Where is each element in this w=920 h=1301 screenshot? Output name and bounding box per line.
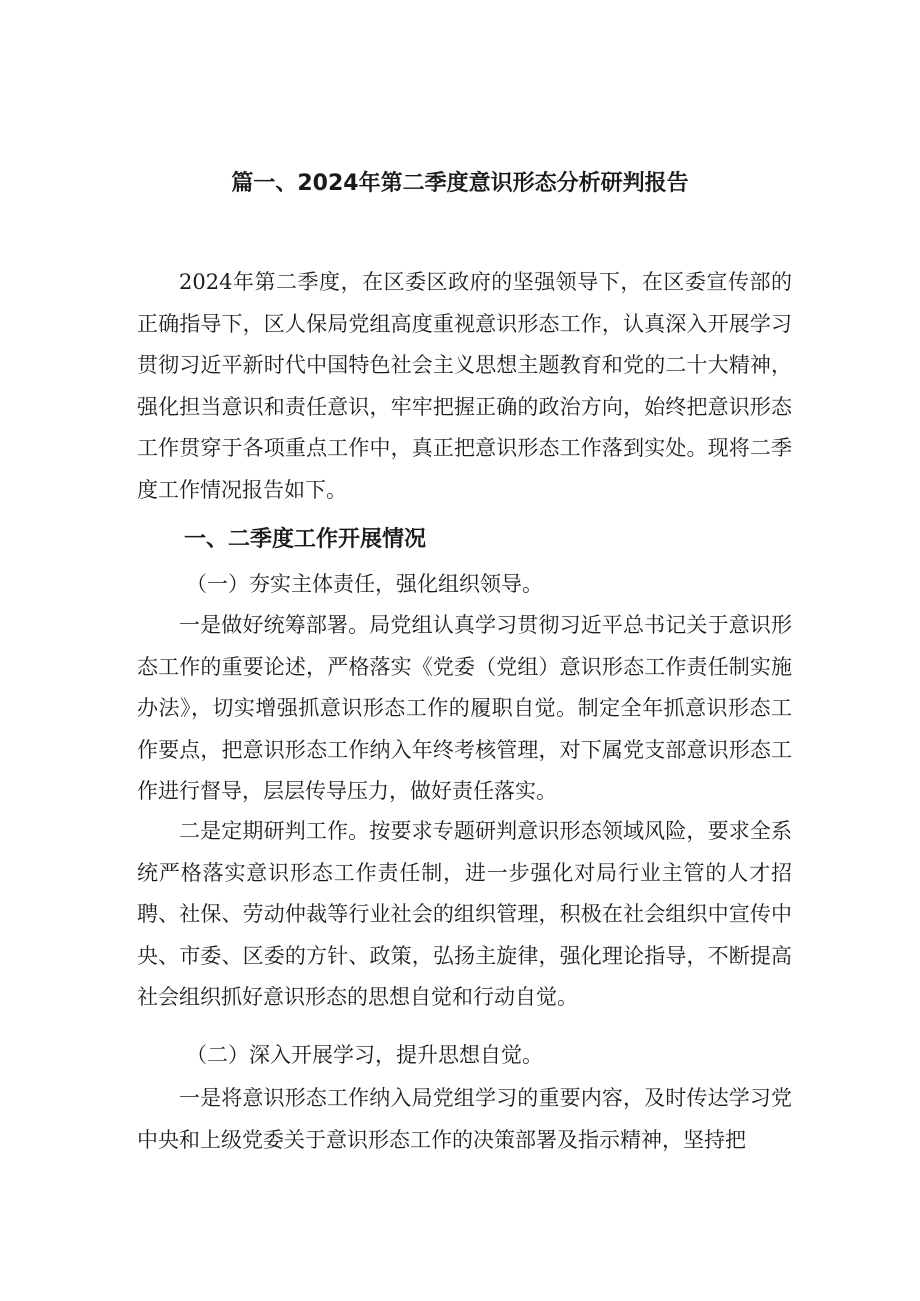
subsection-heading-2: （二）深入开展学习，提升思想自觉。 [186,1043,543,1067]
paragraph-assessment: 二是定期研判工作。按要求专题研判意识形态领域风险，要求全系统严格落实意识形态工作责任制，进一步强化对局行业主管的人才招聘、社保、劳动仲裁等行业社会的组织管理，积极在社会组织中宣传中央、市委、区委的方针、政策，弘扬主旋律，强化理论指导，不断提高社会组织抓好意识形态的思想自觉和行动自觉。 [137,819,792,1009]
document-title: 篇一、2024年第二季度意识形态分析研判报告 [231,171,689,196]
intro-paragraph: 2024年第二季度，在区委区政府的坚强领导下，在区委宣传部的正确指导下，区人保局党组高度重视意识形态工作，认真深入开展学习贯彻习近平新时代中国特色社会主义思想主题教育和党的二十大精神，强化担当意识和责任意识，牢牢把握正确的政治方向，始终把意识形态工作贯穿于各项重点工作中，真正把意识形态工作落到实处。现将二季度工作情况报告如下。 [137,270,792,502]
section-heading: 一、二季度工作开展情况 [184,527,427,552]
paragraph-study: 一是将意识形态工作纳入局党组学习的重要内容，及时传达学习党中央和上级党委关于意识形态工作的决策部署及指示精神，坚持把 [137,1086,792,1152]
subsection-heading-1: （一）夯实主体责任，强化组织领导。 [186,572,543,596]
paragraph-coordination: 一是做好统筹部署。局党组认真学习贯彻习近平总书记关于意识形态工作的重要论述，严格落实《党委（党组）意识形态工作责任制实施办法》，切实增强抓意识形态工作的履职自觉。制定全年抓意识形态工作要点，把意识形态工作纳入年终考核管理，对下属党支部意识形态工作进行督导，层层传导压力，做好责任落实。 [137,613,792,803]
